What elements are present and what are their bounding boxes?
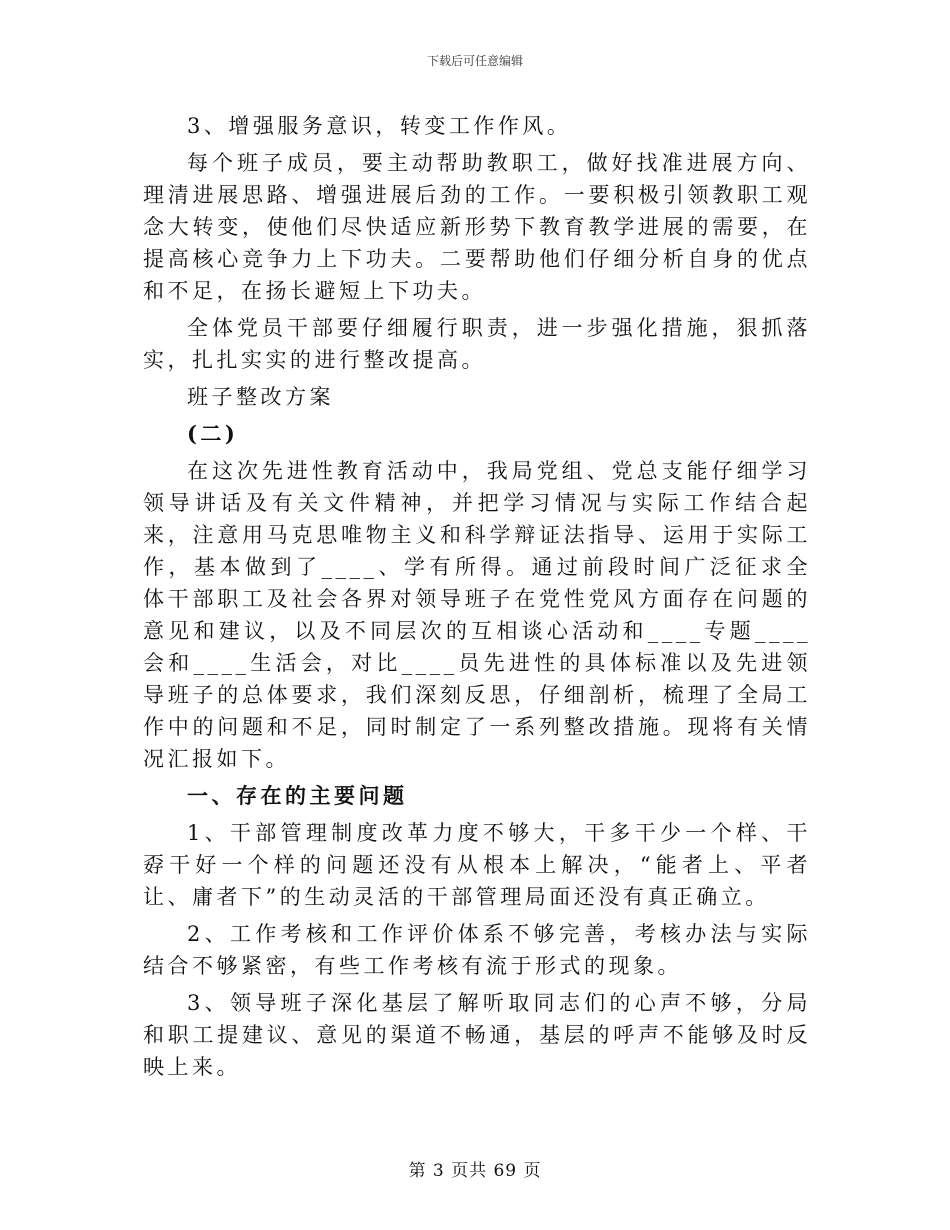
- paragraph-help-staff: 每个班子成员，要主动帮助教职工，做好找准进展方向、理清进展思路、增强进展后劲的工作。一要积极引领教职工观念大转变，使他们尽快适应新形势下教育教学进展的需要，在提高核心竞争力上下功夫。二要帮助他们仔细分析自身的优点和不足，在扬长避短上下功夫。: [143, 151, 811, 303]
- problem-item-1: 1、干部管理制度改革力度不够大，干多干少一个样、干孬干好一个样的问题还没有从根本上解决，“能者上、平者让、庸者下”的生动灵活的干部管理局面还没有真正确立。: [143, 821, 811, 909]
- page-header: 下载后可任意编辑: [426, 54, 523, 68]
- document-body: [143, 110, 811, 1088]
- problem-item-3: 3、领导班子深化基层了解听取同志们的心声不够，分局和职工提建议、意见的渠道不畅通，基层的呼声不能够及时反映上来。: [143, 991, 811, 1079]
- section-title: 班子整改方案: [187, 385, 334, 409]
- heading-main-problems: 一、存在的主要问题: [187, 783, 408, 808]
- problem-item-2: 2、工作考核和工作评价体系不够完善，考核办法与实际结合不够紧密，有些工作考核有流于形式的现象。: [143, 922, 811, 978]
- paragraph-service-awareness: 3、增强服务意识，转变工作作风。: [187, 114, 572, 138]
- paragraph-introduction: 在这次先进性教育活动中，我局党组、党总支能仔细学习领导讲话及有关文件精神，并把学习情况与实际工作结合起来，注意用马克思唯物主义和科学辩证法指导、运用于实际工作，基本做到了____、学有所得。通过前段时间广泛征求全体干部职工及社会各界对领导班子在党性党风方面存在问题的意见和建议，以及不同层次的互相谈心活动和____专题____会和____生活会，对比____员先进性的具体标准以及先进领导班子的总体要求，我们深刻反思，仔细剖析，梳理了全局工作中的问题和不足，同时制定了一系列整改措施。现将有关情况汇报如下。: [143, 459, 811, 771]
- paragraph-party-duties: 全体党员干部要仔细履行职责，进一步强化措施，狠抓落实，扎扎实实的进行整改提高。: [143, 316, 811, 372]
- page-footer: 第 3 页共 69 页: [408, 1161, 542, 1181]
- section-number: (二): [187, 421, 239, 446]
